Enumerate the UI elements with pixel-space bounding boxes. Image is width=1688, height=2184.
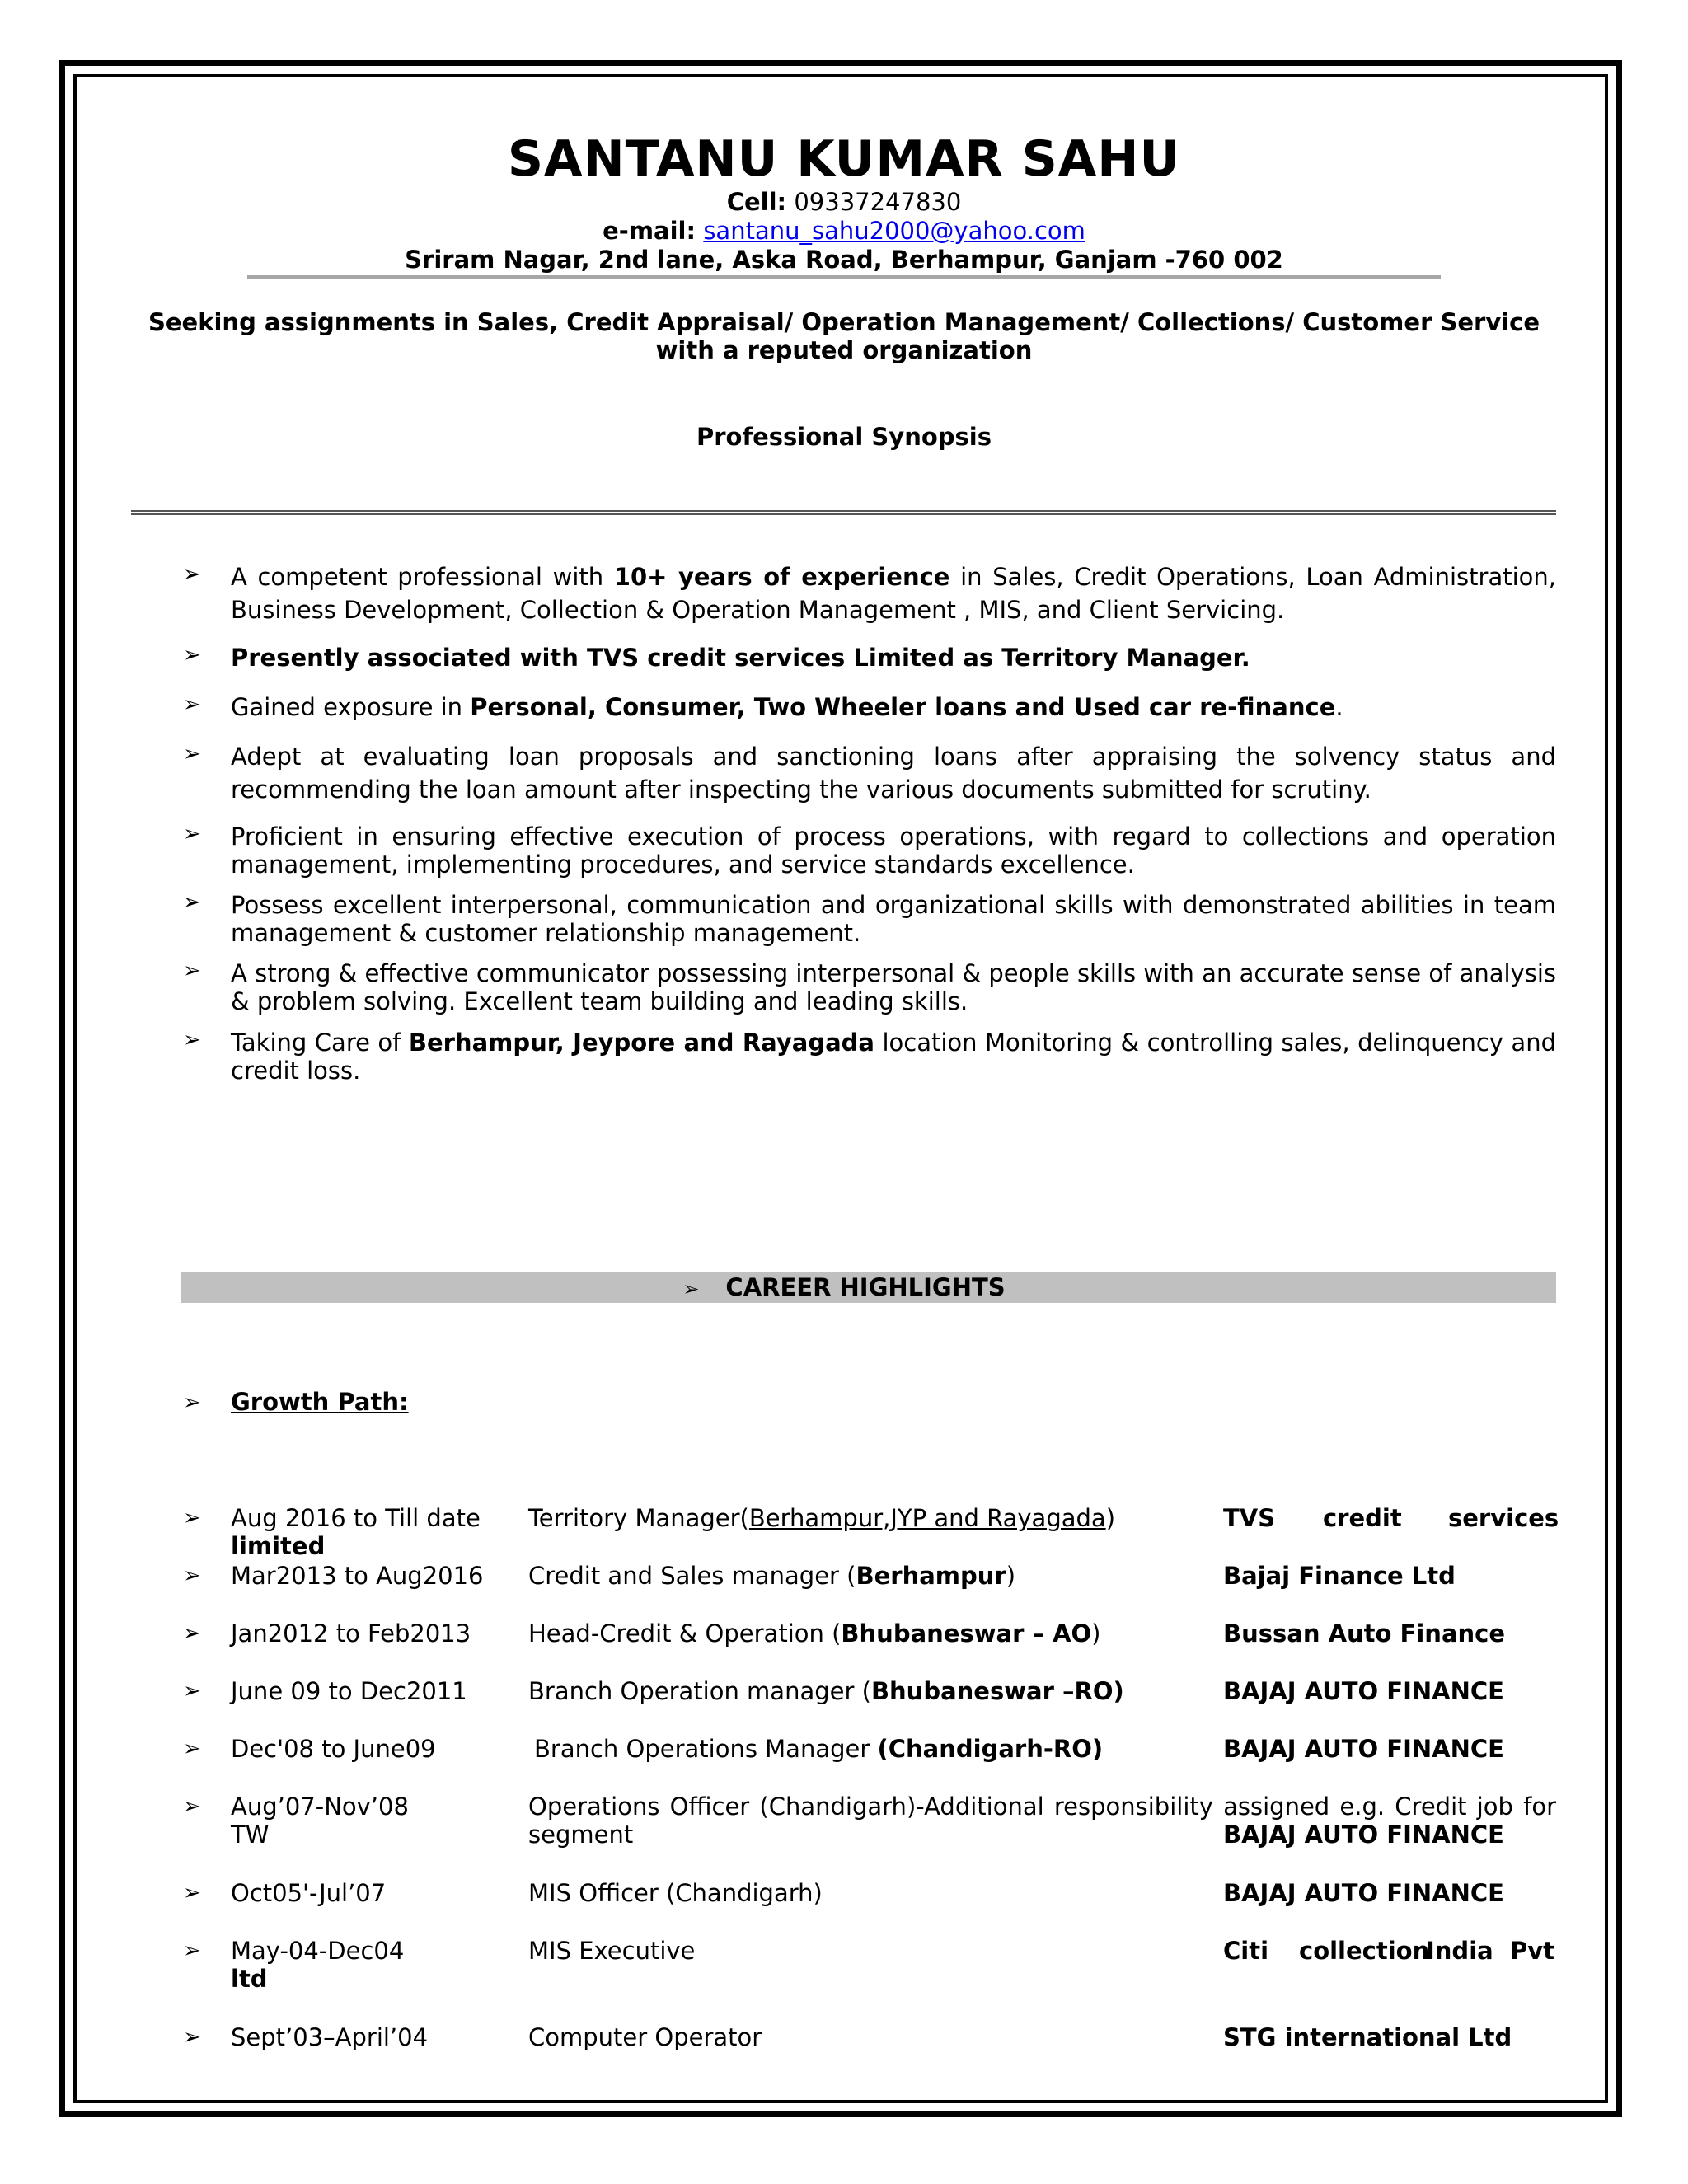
career-org: BAJAJ AUTO FINANCE — [1223, 1735, 1504, 1763]
cell-label: Cell: — [726, 188, 787, 216]
career-role: Territory Manager(Berhampur,JYP and Rayagada) — [528, 1504, 1116, 1532]
address: Sriram Nagar, 2nd lane, Aska Road, Berhampur, Ganjam -760 002 — [405, 246, 1283, 274]
bullet-arrow-icon: ➢ — [183, 1390, 201, 1415]
career-org-word: credit — [1323, 1504, 1402, 1532]
career-org: TVS — [1223, 1504, 1276, 1532]
synopsis-bullet-3: Gained exposure in Personal, Consumer, Two Wheeler loans and Used car re-finance. — [231, 693, 1343, 721]
bullet-arrow-icon: ➢ — [183, 1028, 201, 1052]
cell-number: 09337247830 — [794, 188, 962, 216]
career-date: June 09 to Dec2011 — [231, 1677, 467, 1705]
career-org: BAJAJ AUTO FINANCE — [1223, 1879, 1504, 1907]
career-role: Head-Credit & Operation (Bhubaneswar – AO) — [528, 1619, 1101, 1647]
career-org-word: services — [1448, 1504, 1559, 1532]
career-role: Credit and Sales manager (Berhampur) — [528, 1562, 1016, 1590]
career-org: Citi — [1223, 1937, 1269, 1965]
career-org: Bussan Auto Finance — [1223, 1619, 1506, 1647]
synopsis-bullet-5: Proficient in ensuring effective execution of process operations, with regard to collections and operation management, implementing procedures, and service standards excellence. — [231, 823, 1556, 879]
career-highlights-title: ➢ CAREER HIGHLIGHTS — [682, 1273, 1006, 1301]
objective — [124, 308, 1564, 364]
career-org: STG international Ltd — [1223, 2023, 1512, 2051]
bullet-arrow-icon: ➢ — [183, 1794, 201, 1819]
email-link[interactable]: santanu_sahu2000@yahoo.com — [703, 217, 1085, 245]
bullet-arrow-icon: ➢ — [183, 890, 201, 915]
career-role-continued: segment — [528, 1821, 634, 1849]
bullet-arrow-icon: ➢ — [183, 1621, 201, 1646]
career-org-word: Pvt — [1510, 1937, 1555, 1965]
bullet-arrow-icon: ➢ — [183, 822, 201, 846]
objective-line-1: Seeking assignments in Sales, Credit Appraisal/ Operation Management/ Collections/ Customer Service — [148, 308, 1540, 336]
synopsis-bullet-8: Taking Care of Berhampur, Jeypore and Rayagada location Monitoring & controlling sales, delinquency and credit loss. — [231, 1029, 1556, 1085]
career-org-word: India — [1426, 1937, 1493, 1965]
career-org: Bajaj Finance Ltd — [1223, 1562, 1456, 1590]
bullet-arrow-icon: ➢ — [183, 1679, 201, 1704]
career-date: Aug’07-Nov’08 — [231, 1793, 409, 1821]
synopsis-bullet-4: Adept at evaluating loan proposals and sanctioning loans after appraising the solvency status and recommending the loan amount after inspecting the various documents submitted for scrutiny. — [231, 743, 1556, 804]
career-date: Aug 2016 to Till date — [231, 1504, 481, 1532]
bullet-arrow-icon: ➢ — [183, 1938, 201, 1963]
career-date: Dec'08 to June09 — [231, 1735, 436, 1763]
candidate-name: SANTANU KUMAR SAHU — [507, 130, 1181, 188]
career-date: Jan2012 to Feb2013 — [231, 1619, 471, 1647]
objective-line-2: with a reputed organization — [655, 336, 1033, 364]
bullet-arrow-icon: ➢ — [183, 643, 201, 668]
career-org: BAJAJ AUTO FINANCE — [1223, 1821, 1504, 1849]
bullet-arrow-icon: ➢ — [183, 2025, 201, 2050]
cell-line — [0, 188, 1688, 216]
career-org: BAJAJ AUTO FINANCE — [1223, 1677, 1504, 1705]
career-org-word: collection — [1299, 1937, 1430, 1965]
bullet-arrow-icon: ➢ — [183, 958, 201, 983]
synopsis-bullet-6: Possess excellent interpersonal, communication and organizational skills with demonstrated abilities in team management & customer relationship management. — [231, 891, 1556, 947]
bullet-arrow-icon: ➢ — [183, 742, 201, 766]
synopsis-title: Professional Synopsis — [696, 423, 992, 451]
header-divider — [247, 275, 1441, 279]
career-role: MIS Executive — [528, 1937, 696, 1965]
career-org-continued: limited — [231, 1532, 326, 1560]
email-line — [0, 217, 1688, 245]
growth-path-heading: Growth Path: — [231, 1388, 409, 1416]
bullet-arrow-icon: ➢ — [183, 692, 201, 717]
bullet-arrow-icon: ➢ — [183, 1881, 201, 1905]
career-date: Oct05'-Jul’07 — [231, 1879, 387, 1907]
synopsis-bullet-7: A strong & effective communicator possessing interpersonal & people skills with an accurate sense of analysis & problem solving. Excellent team building and leading skills. — [231, 959, 1556, 1015]
career-role: MIS Officer (Chandigarh) — [528, 1879, 823, 1907]
bullet-arrow-icon: ➢ — [183, 1506, 201, 1530]
bullet-arrow-icon: ➢ — [682, 1277, 700, 1301]
career-date: Mar2013 to Aug2016 — [231, 1562, 484, 1590]
synopsis-bullet-1: A competent professional with 10+ years of experience in Sales, Credit Operations, Loan Administration, Business Development, Collection & Operation Management , MIS, and Client Servicing. — [231, 563, 1556, 624]
email-label: e-mail: — [603, 217, 696, 245]
synopsis-divider — [131, 510, 1556, 515]
bullet-arrow-icon: ➢ — [183, 1736, 201, 1761]
career-org-continued: ltd — [231, 1965, 268, 1993]
career-role: Branch Operation manager (Bhubaneswar –RO) — [528, 1677, 1124, 1705]
synopsis-bullet-2: Presently associated with TVS credit services Limited as Territory Manager. — [231, 644, 1250, 672]
career-role: Computer Operator — [528, 2023, 762, 2051]
career-role: Operations Officer (Chandigarh)-Additional responsibility assigned e.g. Credit job for — [528, 1793, 1556, 1821]
career-date: Sept’03–April’04 — [231, 2023, 429, 2051]
career-date: May-04-Dec04 — [231, 1937, 405, 1965]
bullet-arrow-icon: ➢ — [183, 562, 201, 587]
career-role: Branch Operations Manager (Chandigarh-RO) — [534, 1735, 1104, 1763]
career-date-continued: TW — [231, 1821, 270, 1849]
bullet-arrow-icon: ➢ — [183, 1563, 201, 1588]
